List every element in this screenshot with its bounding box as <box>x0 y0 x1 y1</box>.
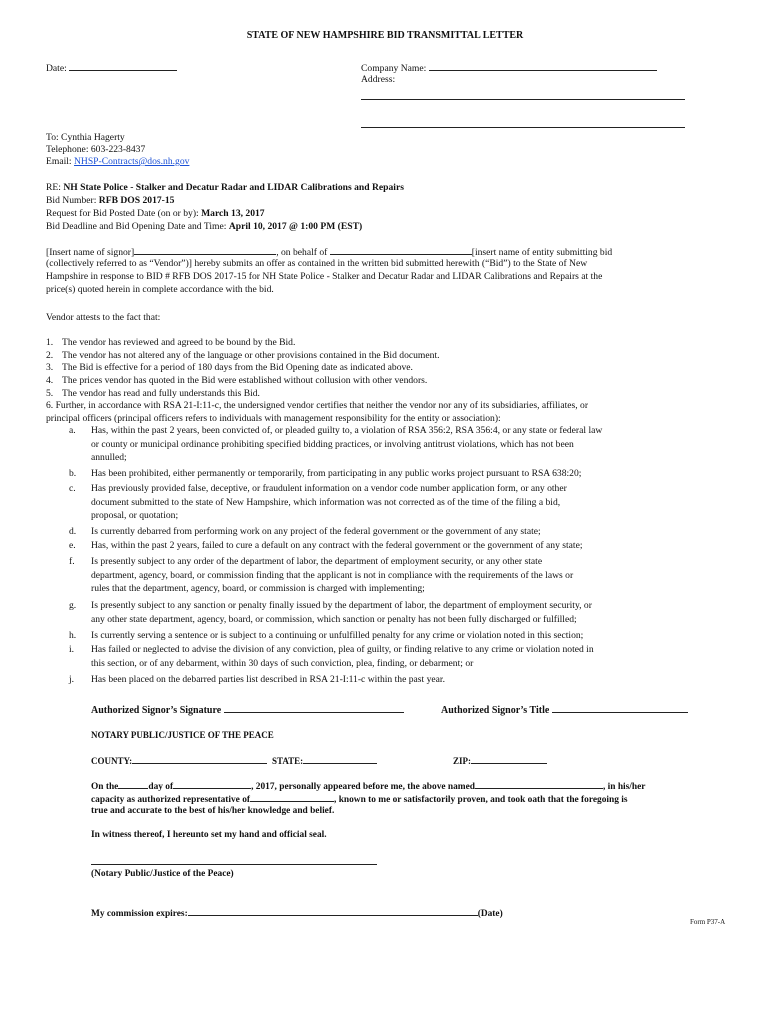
entity-name-line[interactable] <box>330 245 472 255</box>
his-her-text: , in his/her <box>602 782 646 792</box>
entity-represented-line[interactable] <box>250 792 334 802</box>
zip-field <box>453 754 547 768</box>
known-text: , known to me or satisfactorily proven, and took oath that the foregoing is <box>334 795 628 805</box>
intro-line-3: Hampshire in response to BID # RFB DOS 2017-15 for NH State Police - Stalker and Decatur Radar and LIDAR Calibrations and Repairs at the <box>46 271 603 282</box>
intro-line-2: (collectively referred to as “Vendor”)] hereby submits an offer as contained in the written bid submitted herewith (“Bid”) to the State of New <box>46 258 588 269</box>
attests-heading: Vendor attests to the fact that: <box>46 312 161 323</box>
zip-line[interactable] <box>471 754 547 764</box>
title-field <box>441 703 688 718</box>
month-line[interactable] <box>173 779 251 789</box>
form-number: Form P37-A <box>690 918 726 926</box>
entity-placeholder: [insert name of entity submitting bid <box>471 247 613 258</box>
deadline-line <box>46 221 362 234</box>
posted-date-line <box>46 208 265 221</box>
deadline-value: April 10, 2017 @ 1:00 PM (EST) <box>228 221 363 232</box>
day-of-text: day of <box>148 782 174 792</box>
signature-line[interactable] <box>224 703 404 713</box>
date-paren: (Date) <box>477 909 503 919</box>
bid-number-value: RFB DOS 2017-15 <box>98 195 175 206</box>
notary-signature-label: (Notary Public/Justice of the Peace) <box>91 869 234 879</box>
on-behalf-text: , on behalf of <box>276 247 328 258</box>
date-input-line[interactable] <box>69 61 177 71</box>
company-field <box>361 61 657 76</box>
telephone-line: Telephone: 603-223-8437 <box>46 144 146 155</box>
item-6-line-2: principal officers (principal officers refers to individuals with management responsibility for the entity or association): <box>46 412 501 424</box>
county-field <box>91 754 267 768</box>
signor-placeholder: [Insert name of signor] <box>46 247 135 258</box>
zip-label: ZIP: <box>453 756 471 766</box>
date-field <box>46 61 177 76</box>
email-line <box>46 156 189 169</box>
page-title: STATE OF NEW HAMPSHIRE BID TRANSMITTAL LETTER <box>246 30 524 41</box>
year-text: , 2017, personally appeared before me, the above named <box>251 782 475 792</box>
commission-label: My commission expires: <box>91 909 188 919</box>
posted-date-value: March 13, 2017 <box>201 208 265 219</box>
company-input-line[interactable] <box>429 61 657 71</box>
company-label: Company Name: <box>361 63 427 74</box>
bid-number-label: Bid Number: <box>46 195 97 206</box>
signature-field <box>91 703 404 718</box>
re-text: NH State Police - Stalker and Decatur Radar and LIDAR Calibrations and Repairs <box>63 182 404 193</box>
county-label: COUNTY: <box>91 756 133 766</box>
named-person-line[interactable] <box>475 779 603 789</box>
posted-date-label: Request for Bid Posted Date (on or by): <box>46 208 199 219</box>
state-line[interactable] <box>303 754 377 764</box>
capacity-text: capacity as authorized representative of <box>91 795 250 805</box>
email-label: Email: <box>46 156 72 167</box>
on-the-text: On the <box>91 782 119 792</box>
email-link[interactable]: NHSP-Contracts@dos.nh.gov <box>73 156 190 167</box>
address-line-1[interactable] <box>361 99 685 100</box>
state-field <box>272 754 377 768</box>
deadline-label: Bid Deadline and Bid Opening Date and Time: <box>46 221 227 232</box>
intro-line-4: price(s) quoted herein in complete accordance with the bid. <box>46 284 274 295</box>
bid-number-line <box>46 195 174 208</box>
notary-signature-line[interactable] <box>91 864 377 865</box>
item-6-line-1: 6. Further, in accordance with RSA 21-I:11-c, the undersigned vendor certifies that neither the vendor nor any of its subsidiaries, affiliates, or <box>46 400 589 411</box>
re-line <box>46 182 404 195</box>
address-label: Address: <box>361 74 396 85</box>
day-line[interactable] <box>118 779 148 789</box>
true-accurate-line: true and accurate to the best of his/her knowledge and belief. <box>91 806 335 816</box>
commission-field <box>91 906 503 921</box>
to-line: To: Cynthia Hagerty <box>46 132 125 143</box>
commission-date-line[interactable] <box>188 906 478 916</box>
signor-title-line[interactable] <box>552 703 688 713</box>
signor-title-label: Authorized Signor’s Title <box>441 705 550 716</box>
re-label: RE: <box>46 182 61 193</box>
date-label: Date: <box>46 63 67 74</box>
state-label: STATE: <box>272 756 304 766</box>
signature-label: Authorized Signor’s Signature <box>91 705 222 716</box>
notary-heading: NOTARY PUBLIC/JUSTICE OF THE PEACE <box>91 730 274 740</box>
address-line-2[interactable] <box>361 127 685 128</box>
witness-line: In witness thereof, I hereunto set my hand and official seal. <box>91 830 327 840</box>
signor-name-line[interactable] <box>134 245 276 255</box>
county-line[interactable] <box>132 754 267 764</box>
